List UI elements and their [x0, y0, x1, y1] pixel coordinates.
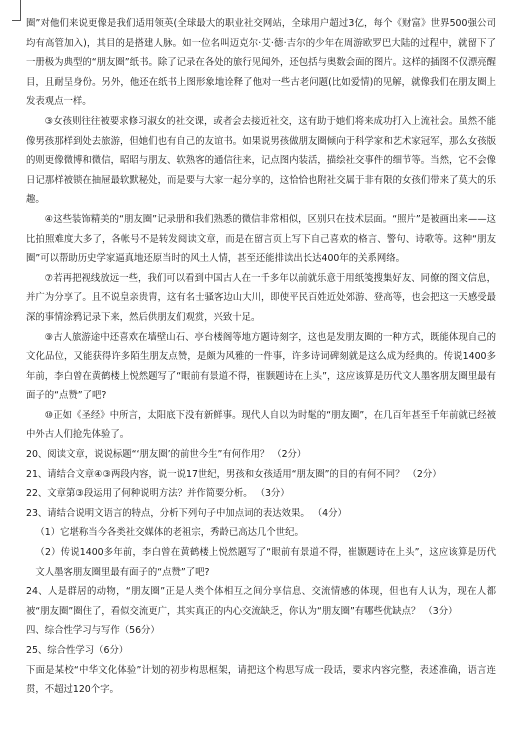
- question-23: 23、请结合说明文语言的特点，分析下列句子中加点词的表达效果。 （4分）: [26, 507, 347, 519]
- question-23-part-1: （1）它堪称当今各类社交媒体的老祖宗，秀龄已高达几个世纪。: [35, 527, 304, 539]
- paragraph-7: ⑦若再把视线放远一些，我们可以看到中国古人在一千多年以前就乐意于用纸笺搜集好友、同僚的图文信息，并广为分享了。且不说皇亲贵胄，这有名士骚客边山大川，即使平民百姓近处郊游、登高等，也会把这一天感受最深的事情涂鸦记录下来，然后供朋友们观赏，兴致十足。: [26, 272, 496, 323]
- question-25-heading: 25、综合性学习（6分）: [26, 645, 129, 656]
- section-heading: 四、综合性学习与写作（56分）: [26, 625, 160, 637]
- document-page: [26, 14, 496, 700]
- paragraph-9: ⑨古人旅游途中还喜欢在墙壁山石、亭台楼阁等地方题诗刻字，这也是发朋友圈的一种方式，既能体现自己的文化品位，又能获得许多陌生朋友点赞，是颇为风雅的一件事，许多诗词碑刻就是这么成为经典的。传说1400多年前，李白曾在黄鹤楼上悦然题写了“眼前有景道不得，崔颢题诗在上头”，这应该算是历代文人墨客朋友圈里最有面子的“点赞”了吧?: [26, 331, 496, 402]
- paragraph-3: ③女孩则往往被要求修习淑女的社交课，或者会去接近社交，这有助于她们将来成功打入上流社会。虽然不能像男孩那样到处去旅游，但她们也有自己的友谊书。如果说男孩做朋友圈倾向于科学家和艺术家冠军，那么女孩版的则更像微博和微信，昭昭与朋友、软熟客的通信往来，记点图内装活，描绘社交事件的细节等。当然，它不会像日记那样被锁在抽屉最软默秘处，而是要与大家一起分享的，这恰恰也附社交属于非有限的女孩们带来了莫大的乐趣。: [26, 115, 496, 206]
- question-21: 21、请结合文章④③两段内容，说一说17世纪，男孩和女孩适用“朋友圈”的目的有何不同？ （2分）: [26, 468, 442, 480]
- question-22: 22、文章第③段运用了何种说明方法？并作简要分析。 （3分）: [26, 488, 290, 500]
- question-20: 20、阅读文章，说说标题“‘朋友圈’的前世今生”有何作用？ （2分）: [26, 449, 307, 461]
- paragraph-continued: 圈”对他们来说更像是我们适用领英(全球最大的职业社交网站，全球用户超过3亿，每个《财富》世界500强公司均有高管加入)，其目的是搭建人脉。如一位名叫迈克尔·艾·德·吉尔的少年在周游欧罗巴大陆的过程中，就留下了一册极为典型的“朋友圈”纸书。除了记录在各处的旅行见闻外，还包括与奥数会面的图片。这样的插图不仅漂亮醒目，且耐呈身份。另外，他还在纸书上图形象地诠释了他对一些古老问题(比如爱情)的见解，就像我们在朋友圈上发表观点一样。: [26, 18, 496, 108]
- paragraph-4: ④这些装饰精美的“朋友圈”记录册和我们熟悉的微信非常相似，区别只在技术层面。“照片”是被画出来——这比拍照难度大多了，各帐号不是转发阅读文章，而是在留言页上写下自己喜欢的格言、警句、诗歌等。这种“朋友圈”可以帮助历史学家逼真地还原当时的风土人情，甚至还能排读出长达400年的关系网络。: [26, 213, 496, 265]
- paragraph-10: ⑩正如《圣经》中所言，太阳底下没有新鲜事。现代人自以为时髦的“朋友圈”，在几百年甚至千年前就已经被中外古人们抢先体验了。: [26, 409, 496, 441]
- question-23-part-2: （2）传说1400多年前，李白曾在黄鹤楼上悦然题写了“眼前有景道不得，崔颢题诗在上头”，这应该算是历代文人墨客朋友圈里最有面子的“点赞”了吧?: [35, 547, 496, 578]
- page-corner-mark: [12, 0, 21, 21]
- question-24: 24、人是群居的动物，“朋友圈”正是人类个体相互之间分享信息、交流情感的体现，但也有人认为，现在人都被“朋友圈”圈住了，看似交流更广，其实真正的内心交流缺乏，你认为“朋友圈”有哪些优缺点？ （3分）: [26, 586, 496, 617]
- question-25-text: 下面是某校“中华文化体验”计划的初步构思框架，请把这个构思写成一段话，要求内容完整，表述准确，语言连贯，不超过120个字。: [26, 664, 496, 696]
